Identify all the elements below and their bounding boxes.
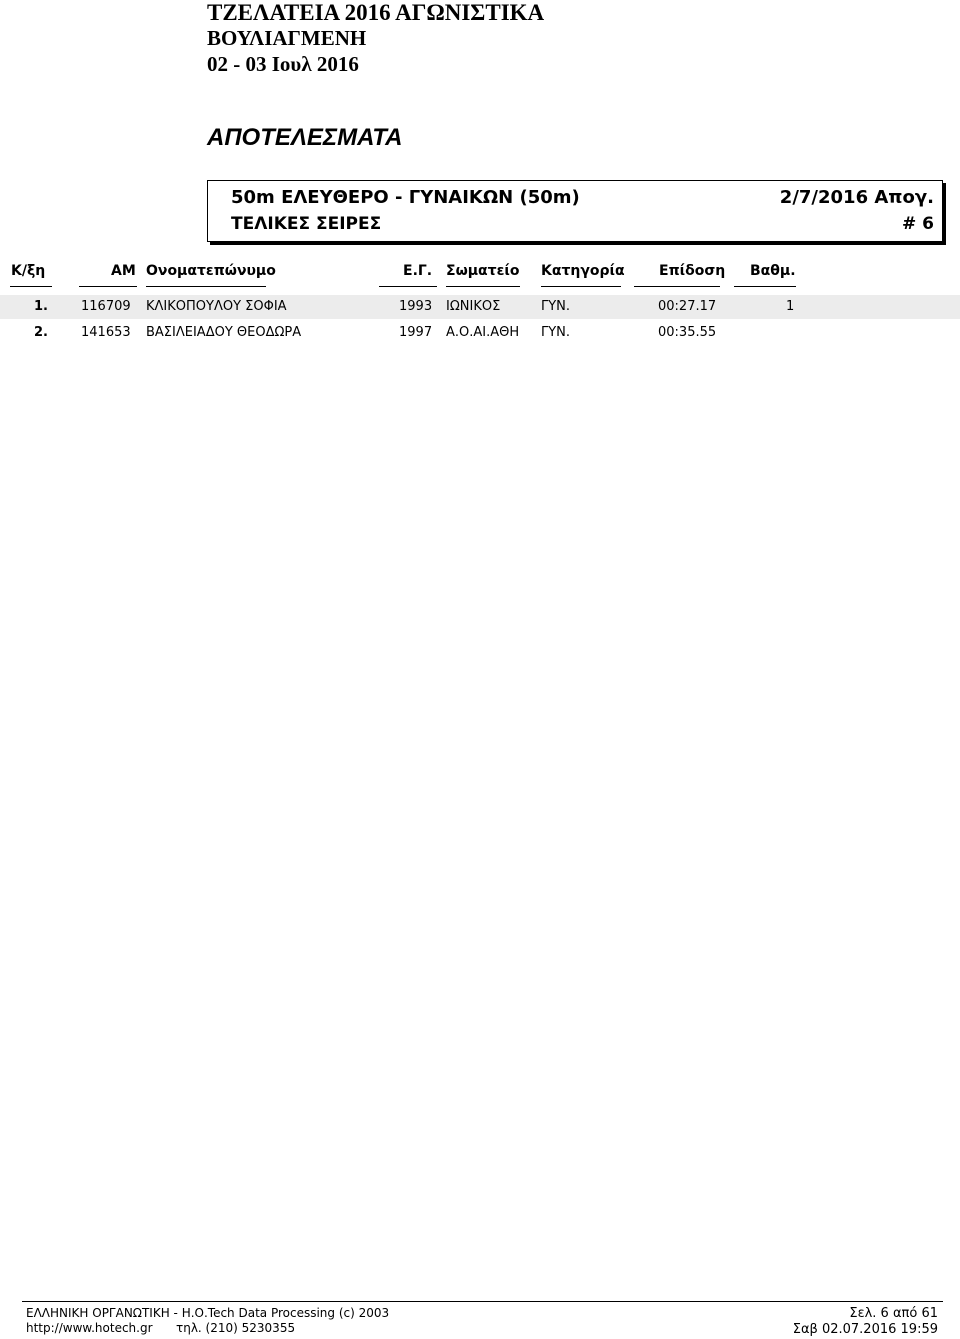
result-time: 00:27.17 xyxy=(658,299,717,314)
result-category: ΓΥΝ. xyxy=(541,299,571,314)
column-rule-id xyxy=(79,286,137,287)
footer-company: ΕΛΛΗΝΙΚΗ ΟΡΓΑΝΩΤΙΚΗ - Η.Ο.Tech Data Processing (c) 2003 xyxy=(26,1306,390,1320)
meet-header xyxy=(207,0,544,77)
column-header-birth-year: Ε.Γ. xyxy=(403,263,433,279)
column-header-time: Επίδοση xyxy=(659,263,726,279)
result-rank: 2. xyxy=(34,325,48,340)
result-category: ΓΥΝ. xyxy=(541,325,571,340)
footer-website: http://www.hotech.gr xyxy=(26,1321,153,1335)
footer-rule xyxy=(22,1301,943,1302)
result-birth-year: 1993 xyxy=(399,299,433,314)
result-points: 1 xyxy=(786,299,795,314)
column-rule-birth-year xyxy=(379,286,437,287)
meet-title: ΤΖΕΛΑΤΕΙΑ 2016 ΑΓΩΝΙΣΤΙΚΑ xyxy=(207,0,545,25)
footer-phone: τηλ. (210) 5230355 xyxy=(176,1321,296,1335)
meet-venue: ΒΟΥΛΙΑΓΜΕΝΗ xyxy=(207,26,367,50)
table-row xyxy=(0,295,960,319)
event-name: 50m ΕΛΕΥΘΕΡΟ - ΓΥΝΑΙΚΩΝ (50m) xyxy=(231,187,580,208)
event-box xyxy=(207,180,943,242)
section-title: ΑΠΟΤΕΛΕΣΜΑΤΑ xyxy=(207,124,403,151)
table-row xyxy=(0,321,960,345)
event-heat-number: # 6 xyxy=(902,214,934,234)
result-club: Α.Ο.ΑΙ.ΑΘΗ xyxy=(446,325,520,340)
column-header-points: Βαθμ. xyxy=(750,263,796,279)
column-rule-club xyxy=(446,286,520,287)
event-round: ΤΕΛΙΚΕΣ ΣΕΙΡΕΣ xyxy=(231,214,382,234)
column-header-category: Κατηγορία xyxy=(541,263,625,279)
column-header-rank: Κ/ξη xyxy=(11,263,46,279)
result-rank: 1. xyxy=(34,299,48,314)
footer-page-number: Σελ. 6 από 61 xyxy=(849,1306,938,1321)
result-name: ΒΑΣΙΛΕΙΑΔΟΥ ΘΕΟΔΩΡΑ xyxy=(146,325,302,340)
column-header-club: Σωματείο xyxy=(446,263,520,279)
result-id: 141653 xyxy=(81,325,131,340)
column-header-name: Ονοματεπώνυμο xyxy=(146,263,276,279)
result-club: ΙΩΝΙΚΟΣ xyxy=(446,299,501,314)
meet-dates: 02 - 03 Ιουλ 2016 xyxy=(207,52,359,76)
column-rule-points xyxy=(734,286,796,287)
event-date-session: 2/7/2016 Απογ. xyxy=(779,187,934,208)
column-rule-name xyxy=(146,286,266,287)
footer-printed-timestamp: Σαβ 02.07.2016 19:59 xyxy=(792,1322,938,1337)
result-name: ΚΛΙΚΟΠΟΥΛΟΥ ΣΟΦΙΑ xyxy=(146,299,287,314)
result-birth-year: 1997 xyxy=(399,325,433,340)
column-rule-rank xyxy=(10,286,52,287)
column-rule-time xyxy=(634,286,720,287)
column-rule-category xyxy=(541,286,621,287)
column-header-id: ΑΜ xyxy=(111,263,136,279)
result-id: 116709 xyxy=(81,299,131,314)
result-time: 00:35.55 xyxy=(658,325,717,340)
